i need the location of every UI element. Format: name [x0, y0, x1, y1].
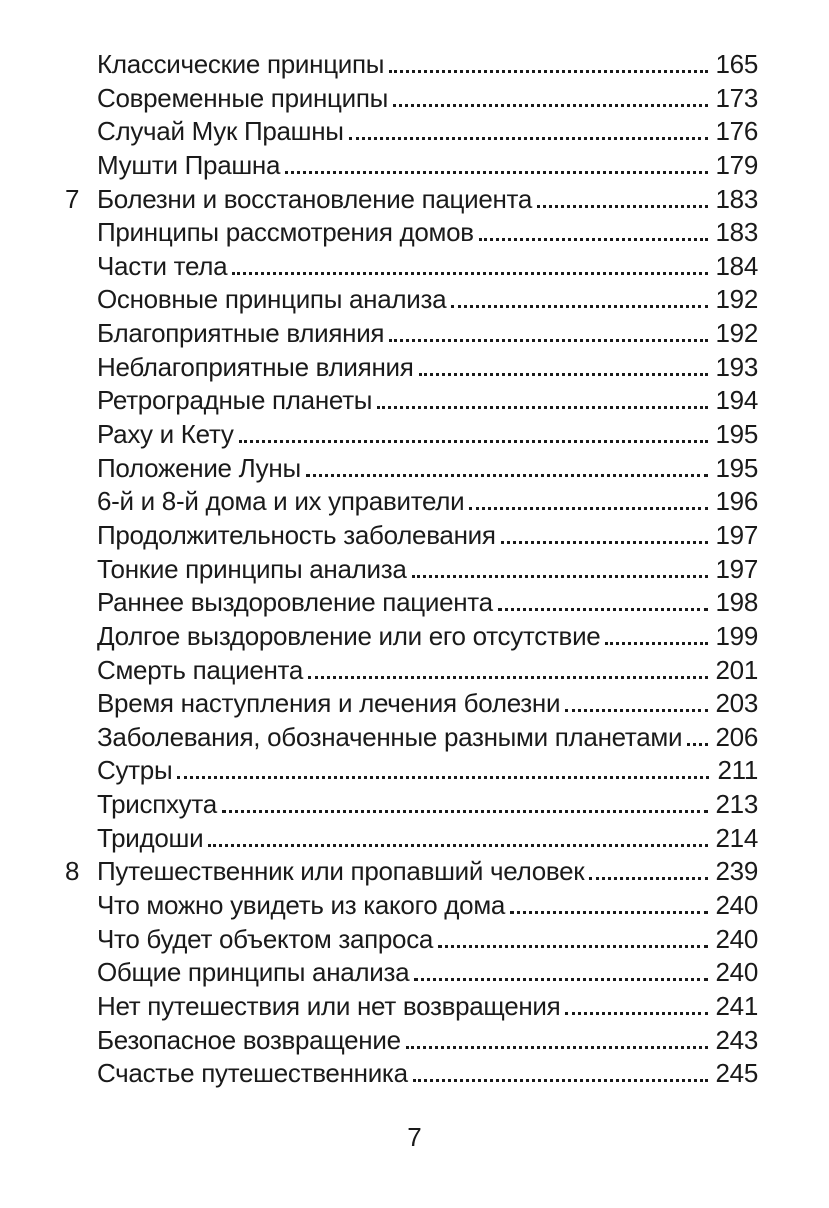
toc-entry-title: Благоприятные влияния [97, 318, 385, 349]
toc-entry-title: Триспхута [97, 789, 217, 820]
toc-entry-page-number: 206 [715, 721, 758, 752]
dot-leader [589, 877, 707, 880]
toc-entry-row [65, 822, 758, 856]
toc-entry-title: Время наступления и лечения болезни [97, 688, 561, 719]
toc-entry-page-number: 240 [715, 923, 758, 954]
toc-entry-title: Положение Луны [97, 452, 301, 483]
dot-leader [687, 743, 707, 746]
toc-entry-page-number: 198 [715, 587, 758, 618]
toc-entry-row [65, 115, 758, 149]
toc-entry-page-number: 184 [715, 250, 758, 281]
toc-entry-title: Раннее выздоровление пациента [97, 587, 493, 618]
dot-leader [222, 810, 708, 813]
toc-entry-title: Ретроградные планеты [97, 385, 373, 416]
toc-entry-row [65, 923, 758, 957]
toc-entry-page-number: 173 [715, 82, 758, 113]
toc-entry-page-number: 194 [715, 385, 758, 416]
toc-entry-page-number: 195 [715, 419, 758, 450]
dot-leader [498, 608, 708, 611]
toc-entry-row [65, 48, 758, 82]
dot-leader [479, 238, 708, 241]
dot-leader [537, 205, 707, 208]
toc-entry-row [65, 956, 758, 990]
toc-entry-title: Что будет объектом запроса [97, 923, 434, 954]
dot-leader [414, 978, 707, 981]
page-number-footer [0, 1120, 829, 1154]
toc-entry-title: Неблагоприятные влияния [97, 351, 414, 382]
dot-leader [349, 137, 708, 140]
toc-entry-title: Нет путешествия или нет возвращения [97, 990, 561, 1021]
chapter-number: 7 [65, 183, 80, 214]
toc-entry-row [65, 519, 758, 553]
dot-leader [510, 911, 707, 914]
toc-entry-row [65, 687, 758, 721]
dot-leader [413, 1079, 708, 1082]
toc-entry-page-number: 245 [715, 1058, 758, 1089]
toc-entry-title: Тонкие принципы анализа [97, 553, 407, 584]
toc-entry-title: Сутры [97, 755, 173, 786]
chapter-number: 8 [65, 856, 80, 887]
dot-leader [208, 844, 707, 847]
toc-entry-page-number: 239 [715, 856, 758, 887]
toc-entry-row [65, 990, 758, 1024]
dot-leader [406, 1046, 708, 1049]
toc-entry-title: Случай Мук Прашны [97, 116, 344, 147]
toc-entry-row [65, 855, 758, 889]
toc-entry-title: Счастье путешественника [97, 1058, 408, 1089]
toc-entry-row [65, 418, 758, 452]
toc-entry-page-number: 192 [715, 284, 758, 315]
dot-leader [377, 406, 707, 409]
toc-entry-page-number: 165 [715, 49, 758, 79]
dot-leader [451, 305, 707, 308]
toc-entry-page-number: 203 [715, 688, 758, 719]
table-of-contents [65, 48, 758, 1091]
dot-leader [389, 339, 707, 342]
toc-entry-row [65, 452, 758, 486]
toc-entry-title: Долгое выздоровление или его отсутствие [97, 620, 601, 651]
toc-entry-page-number: 179 [715, 149, 758, 180]
toc-entry-page-number: 243 [715, 1024, 758, 1055]
toc-entry-row [65, 149, 758, 183]
toc-entry-title: Мушти Прашна [97, 149, 281, 180]
toc-entry-row [65, 216, 758, 250]
toc-entry-title: Болезни и восстановление пациента [97, 183, 533, 214]
dot-leader [177, 776, 709, 779]
dot-leader [438, 945, 707, 948]
toc-entry-row [65, 754, 758, 788]
dot-leader [285, 171, 707, 174]
toc-entry-page-number: 199 [715, 620, 758, 651]
toc-entry-title: Основные принципы анализа [97, 284, 447, 315]
toc-entry-title: Продолжительность заболевания [97, 519, 496, 550]
toc-entry-row [65, 889, 758, 923]
toc-entry-row [65, 82, 758, 116]
toc-entry-row [65, 553, 758, 587]
toc-entry-row [65, 183, 758, 217]
dot-leader [419, 373, 708, 376]
toc-entry-row [65, 1024, 758, 1058]
toc-entry-title: Раху и Кету [97, 419, 234, 450]
dot-leader [565, 709, 707, 712]
toc-entry-row [65, 317, 758, 351]
toc-entry-page-number: 176 [715, 116, 758, 147]
toc-entry-row [65, 654, 758, 688]
dot-leader [308, 676, 707, 679]
toc-entry-row [65, 788, 758, 822]
toc-entry-page-number: 213 [715, 789, 758, 820]
toc-entry-title: Современные принципы [97, 82, 388, 113]
toc-entry-title: Смерть пациента [97, 654, 304, 685]
toc-entry-page-number: 197 [715, 519, 758, 550]
toc-entry-page-number: 201 [715, 654, 758, 685]
toc-entry-row [65, 620, 758, 654]
dot-leader [232, 272, 707, 275]
toc-entry-row [65, 721, 758, 755]
toc-entry-title: Путешественник или пропавший человек [97, 856, 585, 887]
toc-entry-title: Безопасное возвращение [97, 1024, 401, 1055]
dot-leader [389, 70, 707, 73]
toc-entry-page-number: 197 [715, 553, 758, 584]
toc-entry-page-number: 183 [715, 217, 758, 248]
toc-entry-page-number: 192 [715, 318, 758, 349]
dot-leader [239, 440, 708, 443]
toc-entry-page-number: 214 [715, 822, 758, 853]
toc-entry-row [65, 485, 758, 519]
toc-entry-page-number: 183 [715, 183, 758, 214]
toc-entry-row [65, 250, 758, 284]
dot-leader [605, 642, 707, 645]
dot-leader [306, 474, 708, 477]
toc-entry-title: Тридоши [97, 822, 204, 853]
toc-entry-row [65, 586, 758, 620]
toc-entry-title: Общие принципы анализа [97, 957, 410, 988]
toc-entry-page-number: 193 [715, 351, 758, 382]
toc-entry-page-number: 241 [715, 990, 758, 1021]
toc-entry-row [65, 351, 758, 385]
toc-entry-title: 6-й и 8-й дома и их управители [97, 486, 465, 517]
toc-entry-page-number: 240 [715, 957, 758, 988]
dot-leader [501, 541, 708, 544]
toc-entry-row [65, 283, 758, 317]
toc-entry-page-number: 196 [715, 486, 758, 517]
toc-entry-title: Принципы рассмотрения домов [97, 217, 474, 248]
toc-entry-title: Части тела [97, 250, 228, 281]
toc-entry-page-number: 211 [717, 755, 758, 786]
dot-leader [469, 507, 707, 510]
toc-entry-title: Заболевания, обозначенные разными планетами [97, 721, 683, 752]
toc-entry-page-number: 195 [715, 452, 758, 483]
toc-entry-title: Классические принципы [97, 49, 385, 79]
page-number: 7 [407, 1122, 422, 1152]
toc-entry-title: Что можно увидеть из какого дома [97, 890, 506, 921]
dot-leader [393, 104, 708, 107]
toc-entry-row [65, 384, 758, 418]
toc-entry-page-number: 240 [715, 890, 758, 921]
dot-leader [412, 575, 708, 578]
toc-entry-row [65, 1057, 758, 1091]
dot-leader [565, 1012, 707, 1015]
